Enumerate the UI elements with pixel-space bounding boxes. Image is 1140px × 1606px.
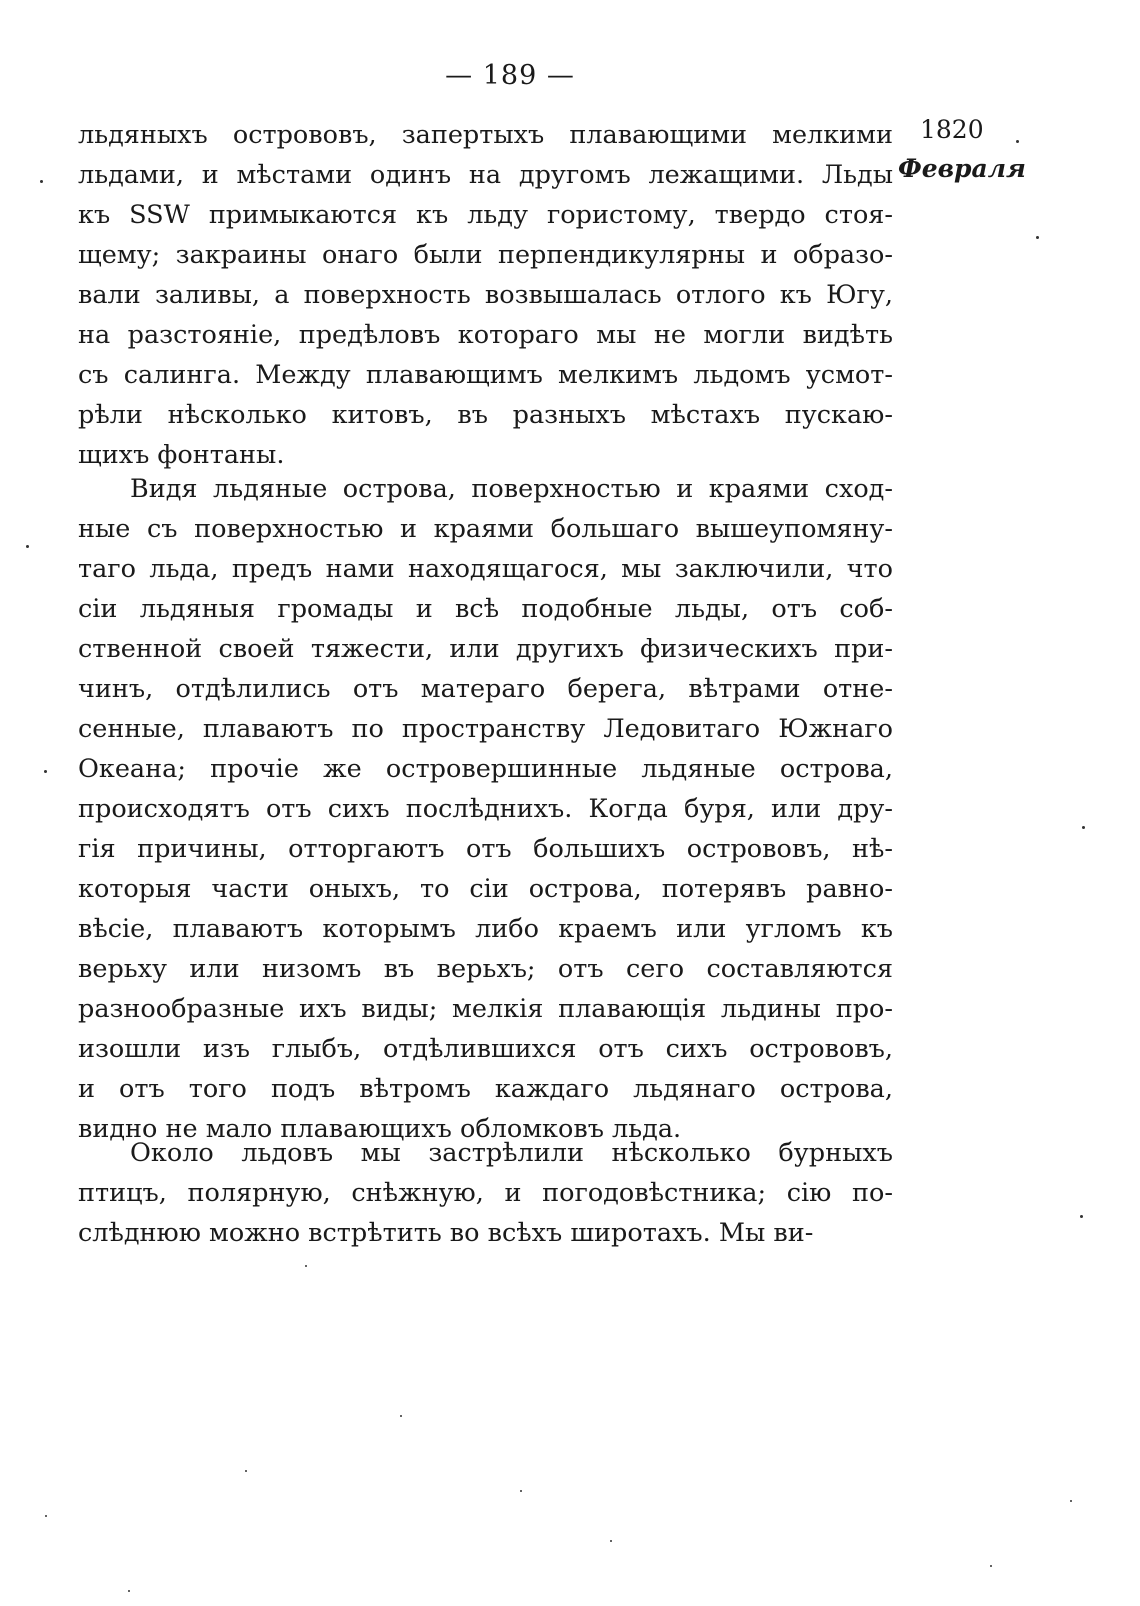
text-line: на разстояніе, предѣловъ котораго мы не могли видѣть <box>78 320 893 350</box>
text-line: къ SSW примыкаются къ льду гористому, твердо стоя- <box>78 200 893 230</box>
page-number: — 189 — <box>445 60 575 91</box>
margin-note-month: Февраля <box>898 154 1026 183</box>
scan-speck <box>305 1265 307 1267</box>
scan-speck <box>610 1540 612 1542</box>
scan-speck <box>1082 826 1085 829</box>
text-line: изошли изъ глыбъ, отдѣлившихся отъ сихъ острововъ, <box>78 1034 893 1064</box>
scan-speck <box>44 770 47 773</box>
text-line: щихъ фонтаны. <box>78 440 285 470</box>
text-line: разнообразные ихъ виды; мелкія плавающія льдины про- <box>78 994 893 1024</box>
scan-speck <box>45 1515 47 1517</box>
text-line: рѣли нѣсколько китовъ, въ разныхъ мѣстахъ пускаю- <box>78 400 893 430</box>
scan-speck <box>40 180 43 183</box>
scan-speck <box>1070 1500 1072 1502</box>
text-line: чинъ, отдѣлились отъ матераго берега, вѣтрами отне- <box>78 674 893 704</box>
text-line: слѣднюю можно встрѣтить во всѣхъ широтахъ. Мы ви- <box>78 1218 814 1248</box>
text-line: гія причины, отторгаютъ отъ большихъ острововъ, нѣ- <box>78 834 893 864</box>
scan-speck <box>1016 140 1019 143</box>
scan-speck <box>128 1590 130 1592</box>
text-line: происходятъ отъ сихъ послѣднихъ. Когда буря, или дру- <box>78 794 893 824</box>
text-line: вали заливы, а поверхность возвышалась отлого къ Югу, <box>78 280 893 310</box>
text-line: ственной своей тяжести, или другихъ физическихъ при- <box>78 634 893 664</box>
text-line: льдами, и мѣстами одинъ на другомъ лежащими. Льды <box>78 160 893 190</box>
text-line: птицъ, полярную, снѣжную, и погодовѣстника; сію по- <box>78 1178 893 1208</box>
scan-speck <box>245 1470 247 1472</box>
text-line: сенные, плаваютъ по пространству Ледовитаго Южнаго <box>78 714 893 744</box>
paragraph <box>78 469 893 1149</box>
paragraph <box>78 1133 893 1253</box>
text-line: льдяныхъ острововъ, запертыхъ плавающими мелкими <box>78 120 893 150</box>
text-line: Около льдовъ мы застрѣлили нѣсколько бурныхъ <box>130 1138 893 1168</box>
margin-note-year: 1820 <box>920 115 984 144</box>
scan-speck <box>1080 1215 1083 1218</box>
text-line: вѣсіе, плаваютъ которымъ либо краемъ или угломъ къ <box>78 914 893 944</box>
text-line: видно не мало плавающихъ обломковъ льда. <box>78 1114 682 1144</box>
scan-speck <box>400 1415 402 1417</box>
text-line: сіи льдяныя громады и всѣ подобные льды, отъ соб- <box>78 594 893 624</box>
scan-speck <box>990 1565 992 1567</box>
scan-speck <box>520 1490 522 1492</box>
paragraph <box>78 115 893 475</box>
text-line: щему; закраины онаго были перпендикулярны и образо- <box>78 240 893 270</box>
text-line: съ салинга. Между плавающимъ мелкимъ льдомъ усмот- <box>78 360 893 390</box>
scan-speck <box>1036 236 1039 239</box>
text-line: ные съ поверхностью и краями большаго вышеупомяну- <box>78 514 893 544</box>
text-line: Видя льдяные острова, поверхностью и краями сход- <box>130 474 893 504</box>
text-line: и отъ того подъ вѣтромъ каждаго льдянаго острова, <box>78 1074 893 1104</box>
text-line: которыя части оныхъ, то сіи острова, потерявъ равно- <box>78 874 893 904</box>
text-line: таго льда, предъ нами находящагося, мы заключили, что <box>78 554 893 584</box>
scan-speck <box>26 545 29 548</box>
text-line: верьху или низомъ въ верьхъ; отъ сего составляются <box>78 954 893 984</box>
text-line: Океана; прочіе же островершинные льдяные острова, <box>78 754 893 784</box>
